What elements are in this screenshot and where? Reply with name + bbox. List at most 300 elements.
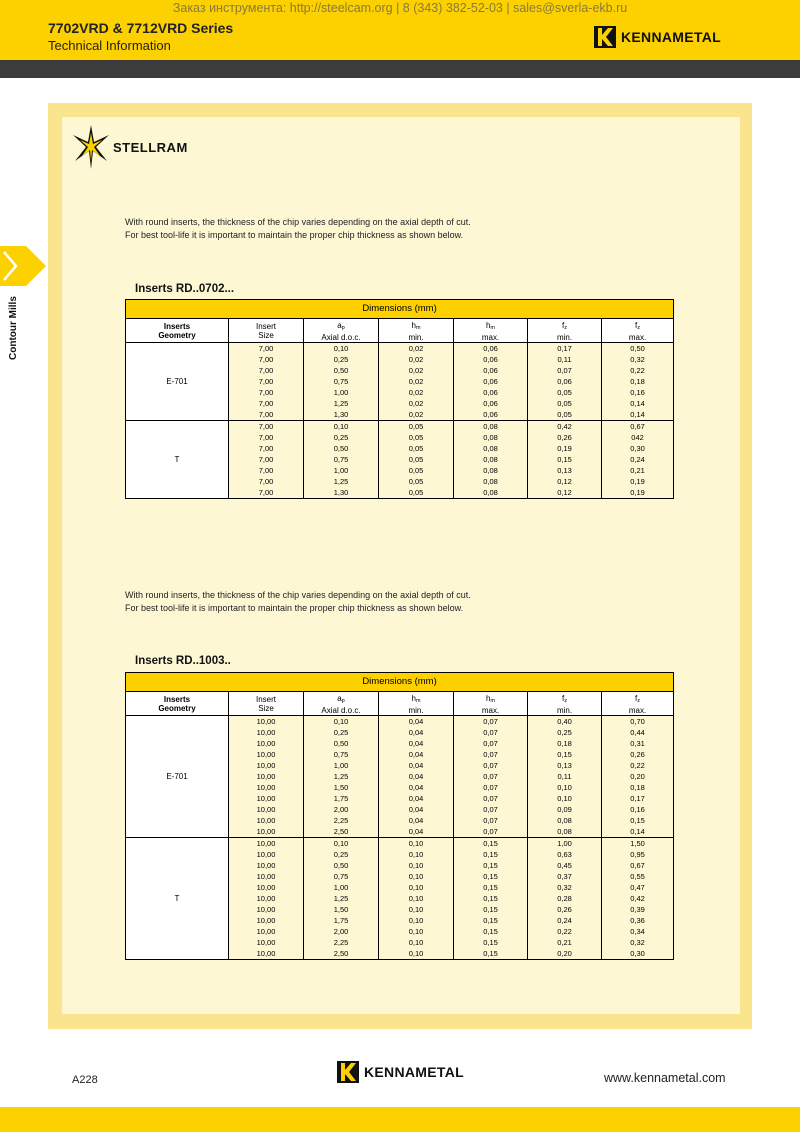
col-hm-min (379, 692, 454, 716)
header-text: p (341, 324, 345, 331)
table-cell: 0,02 (379, 354, 454, 365)
table-cell: 0,50 (602, 343, 674, 355)
header-text: m (415, 324, 421, 331)
table-cell: 0,10 (379, 849, 454, 860)
table-cell: 0,04 (379, 826, 454, 838)
table-cell: 0,31 (602, 738, 674, 749)
table-cell: 0,05 (379, 487, 454, 499)
insert-table-rd1003 (125, 672, 674, 960)
table-cell: 0,10 (379, 871, 454, 882)
header-text: Inserts (163, 322, 191, 331)
table-cell: 10,00 (229, 826, 304, 838)
header-line (528, 694, 601, 706)
header-text: z (637, 324, 641, 331)
table-cell: 0,08 (454, 465, 528, 476)
table-cell: 7,00 (229, 443, 304, 454)
table-cell: 0,17 (602, 793, 674, 804)
table-cell: 0,22 (602, 365, 674, 376)
table-cell: 0,10 (379, 915, 454, 926)
table-cell: 1,50 (304, 782, 379, 793)
header-line (528, 321, 601, 333)
table-cell: 1,00 (304, 760, 379, 771)
header-line (304, 321, 378, 333)
table-cell: 0,15 (454, 882, 528, 893)
col-geometry (126, 319, 229, 343)
table-cell: 10,00 (229, 882, 304, 893)
table-cell: 0,15 (454, 871, 528, 882)
table-cell: 1,25 (304, 893, 379, 904)
header-line (126, 695, 228, 704)
stellram-wordmark: STELLRAM (113, 139, 188, 155)
table-cell: 0,24 (528, 915, 602, 926)
table-cell: 1,25 (304, 398, 379, 409)
header-text: z (564, 697, 568, 704)
page-number: A228 (72, 1074, 98, 1086)
table-cell: 0,25 (304, 727, 379, 738)
table-cell: 0,04 (379, 738, 454, 749)
table-cell: 0,22 (602, 760, 674, 771)
table-cell: 10,00 (229, 782, 304, 793)
table-cell: 042 (602, 432, 674, 443)
table-cell: 1,25 (304, 771, 379, 782)
insert-table-rd0702 (125, 299, 674, 499)
col-hm-min (379, 319, 454, 343)
table-cell: 7,00 (229, 432, 304, 443)
table-cell: 0,16 (602, 387, 674, 398)
stellram-logo (73, 125, 188, 169)
col-insert-size (229, 319, 304, 343)
table-cell: 0,02 (379, 398, 454, 409)
table-cell: 0,40 (528, 716, 602, 728)
table-cell: 2,50 (304, 826, 379, 838)
table-cell: 10,00 (229, 860, 304, 871)
table-cell: 0,08 (454, 476, 528, 487)
table-cell: 10,00 (229, 738, 304, 749)
table-cell: 7,00 (229, 398, 304, 409)
geometry-cell: E-701 (126, 343, 229, 421)
table-cell: 0,08 (454, 443, 528, 454)
table-cell: 2,00 (304, 804, 379, 815)
table-cell: 0,04 (379, 793, 454, 804)
table-cell: 0,67 (602, 421, 674, 433)
table-cell: 0,10 (379, 926, 454, 937)
table-cell: 0,07 (454, 738, 528, 749)
table-cell: 0,15 (454, 915, 528, 926)
side-section-label: Contour Mills (8, 296, 19, 360)
website-link[interactable]: www.kennametal.com (604, 1071, 726, 1085)
table-cell: 1,50 (304, 904, 379, 915)
table-cell: 0,25 (304, 354, 379, 365)
table-cell: 2,25 (304, 937, 379, 948)
table-cell: 7,00 (229, 354, 304, 365)
table-cell: 10,00 (229, 727, 304, 738)
table-cell: 10,00 (229, 771, 304, 782)
table-cell: 7,00 (229, 365, 304, 376)
header-line (454, 321, 527, 333)
header-text: Axial d.o.c. (321, 705, 361, 715)
description-line: For best tool-life it is important to maintain the proper chip thickness as shown below. (125, 603, 464, 613)
col-fz-min (528, 319, 602, 343)
table-cell: 7,00 (229, 454, 304, 465)
header-text: Insert (255, 322, 276, 331)
header-line (379, 321, 453, 333)
table-cell: 7,00 (229, 487, 304, 499)
table-cell: 0,32 (602, 354, 674, 365)
table-cell: 0,32 (528, 882, 602, 893)
table-cell: 1,25 (304, 476, 379, 487)
table-cell: 0,05 (528, 398, 602, 409)
table-cell: 10,00 (229, 926, 304, 937)
table-cell: 0,15 (454, 860, 528, 871)
table-cell: 0,21 (528, 937, 602, 948)
series-title: 7702VRD & 7712VRD Series (48, 20, 234, 36)
table-cell: 0,11 (528, 354, 602, 365)
kennametal-wordmark: KENNAMETAL (621, 29, 721, 45)
table-cell: 0,47 (602, 882, 674, 893)
description-line: For best tool-life it is important to maintain the proper chip thickness as shown below. (125, 230, 464, 240)
table-cell: 0,12 (528, 487, 602, 499)
header-text: max. (481, 332, 500, 342)
table-cell: 0,42 (528, 421, 602, 433)
header-text: f (561, 693, 565, 703)
table-cell: 10,00 (229, 716, 304, 728)
table-cell: 0,20 (528, 948, 602, 960)
table-cell: 10,00 (229, 804, 304, 815)
table-cell: 0,63 (528, 849, 602, 860)
table-cell: 0,06 (454, 354, 528, 365)
table-cell: 0,37 (528, 871, 602, 882)
table-cell: 0,30 (602, 948, 674, 960)
table-cell: 0,42 (602, 893, 674, 904)
table-cell: 2,50 (304, 948, 379, 960)
header-text: m (490, 324, 496, 331)
table-cell: 0,28 (528, 893, 602, 904)
table-cell: 1,00 (304, 387, 379, 398)
table-cell: 0,50 (304, 443, 379, 454)
table-cell: 0,04 (379, 815, 454, 826)
table-cell: 0,10 (379, 838, 454, 850)
table-cell: 0,07 (454, 727, 528, 738)
header-line (229, 322, 303, 331)
table-cell: 10,00 (229, 904, 304, 915)
table-cell: 0,05 (528, 409, 602, 421)
description-line: With round inserts, the thickness of the chip varies depending on the axial depth of cut. (125, 217, 471, 227)
table-cell: 0,15 (454, 904, 528, 915)
table-cell: 0,10 (304, 421, 379, 433)
header-line (454, 694, 527, 706)
dimensions-header-row (126, 300, 674, 319)
col-insert-size (229, 692, 304, 716)
kennametal-logo-header (593, 22, 721, 52)
table-row (126, 838, 674, 850)
table-cell: 1,00 (528, 838, 602, 850)
header-text: Geometry (158, 331, 196, 340)
dimensions-header-row (126, 673, 674, 692)
table-cell: 0,15 (454, 926, 528, 937)
table-cell: 2,25 (304, 815, 379, 826)
header-text: h (411, 693, 416, 703)
table-cell: 0,06 (454, 387, 528, 398)
table-cell: 0,67 (602, 860, 674, 871)
table-cell: 10,00 (229, 838, 304, 850)
table-cell: 0,14 (602, 826, 674, 838)
table-cell: 0,50 (304, 860, 379, 871)
section-1-title: Inserts RD..0702... (135, 283, 235, 295)
table-cell: 0,05 (379, 421, 454, 433)
section-2-title: Inserts RD..1003.. (135, 655, 231, 667)
table-cell: 0,02 (379, 387, 454, 398)
section-2-description (125, 589, 471, 615)
table-cell: 0,15 (454, 849, 528, 860)
table-cell: 2,00 (304, 926, 379, 937)
header-text: m (415, 697, 421, 704)
col-hm-max (454, 692, 528, 716)
table-cell: 0,17 (528, 343, 602, 355)
table-cell: 0,04 (379, 727, 454, 738)
table-cell: 0,26 (602, 749, 674, 760)
table-cell: 0,07 (454, 782, 528, 793)
header-text: h (485, 693, 491, 703)
table-cell: 0,02 (379, 365, 454, 376)
table-cell: 0,18 (602, 782, 674, 793)
header-text: z (637, 697, 641, 704)
table-cell: 0,55 (602, 871, 674, 882)
table-cell: 1,75 (304, 915, 379, 926)
header-text: max. (481, 705, 500, 715)
table-cell: 0,08 (454, 421, 528, 433)
header-line (229, 695, 303, 704)
dimensions-header: Dimensions (mm) (126, 300, 674, 319)
table-cell: 0,07 (454, 771, 528, 782)
table-cell: 0,15 (454, 937, 528, 948)
table-cell: 0,05 (379, 432, 454, 443)
table-cell: 1,30 (304, 409, 379, 421)
table-cell: 0,10 (379, 860, 454, 871)
table-cell: 7,00 (229, 343, 304, 355)
table-cell: 10,00 (229, 937, 304, 948)
table-cell: 10,00 (229, 849, 304, 860)
table-cell: 0,07 (454, 760, 528, 771)
table-cell: 0,19 (602, 476, 674, 487)
geometry-cell: E-701 (126, 716, 229, 838)
table-cell: 0,02 (379, 376, 454, 387)
table-cell: 7,00 (229, 409, 304, 421)
description-line: With round inserts, the thickness of the chip varies depending on the axial depth of cut. (125, 590, 471, 600)
header-text: min. (408, 332, 424, 342)
table-cell: 0,30 (602, 443, 674, 454)
table-cell: 0,07 (528, 365, 602, 376)
table-cell: 0,05 (379, 454, 454, 465)
table-cell: 0,07 (454, 804, 528, 815)
table-cell: 1,00 (304, 465, 379, 476)
header-text: a (337, 320, 342, 330)
side-tab-arrow-icon (0, 246, 46, 286)
header-text: Axial d.o.c. (321, 332, 361, 342)
table-cell: 0,21 (602, 465, 674, 476)
column-header-row (126, 319, 674, 343)
table-cell: 10,00 (229, 749, 304, 760)
table-cell: 0,13 (528, 760, 602, 771)
header-dark-stripe (0, 60, 800, 78)
col-ap (304, 319, 379, 343)
table-cell: 7,00 (229, 387, 304, 398)
table-cell: 10,00 (229, 760, 304, 771)
table-row (126, 716, 674, 728)
header-text: Geometry (158, 704, 196, 713)
table-cell: 0,25 (528, 727, 602, 738)
header-line (602, 321, 673, 333)
table-cell: 0,50 (304, 738, 379, 749)
table-cell: 7,00 (229, 476, 304, 487)
header-text: f (635, 320, 638, 330)
header-line (379, 694, 453, 706)
table-cell: 0,04 (379, 760, 454, 771)
table-cell: 0,02 (379, 343, 454, 355)
geometry-cell: T (126, 421, 229, 499)
table-cell: 10,00 (229, 893, 304, 904)
order-note[interactable]: Заказ инструмента: http://steelcam.org | 8 (343) 382-52-03 | sales@sverla-ekb.ru (172, 1, 628, 15)
table-cell: 10,00 (229, 793, 304, 804)
table-cell: 0,10 (304, 838, 379, 850)
dimensions-header: Dimensions (mm) (126, 673, 674, 692)
table-cell: 0,06 (454, 398, 528, 409)
table-cell: 0,15 (454, 948, 528, 960)
col-fz-max (602, 692, 674, 716)
table-cell: 0,10 (304, 716, 379, 728)
kennametal-wordmark: KENNAMETAL (364, 1064, 464, 1080)
table-cell: 0,19 (602, 487, 674, 499)
table-cell: 10,00 (229, 948, 304, 960)
header-text: max. (628, 332, 647, 342)
header-text: h (411, 320, 416, 330)
table-cell: 0,14 (602, 398, 674, 409)
table-cell: 0,25 (304, 432, 379, 443)
table-cell: 0,70 (602, 716, 674, 728)
table-cell: 7,00 (229, 465, 304, 476)
table-cell: 0,16 (602, 804, 674, 815)
table-cell: 0,07 (454, 716, 528, 728)
header-text: f (561, 320, 565, 330)
table-cell: 0,34 (602, 926, 674, 937)
header-text: min. (408, 705, 424, 715)
header-text: min. (556, 705, 573, 715)
table-cell: 1,30 (304, 487, 379, 499)
table-cell: 0,50 (304, 365, 379, 376)
table-cell: 0,15 (528, 749, 602, 760)
col-fz-min (528, 692, 602, 716)
section-subtitle: Technical Information (48, 38, 171, 53)
stellram-star-icon (73, 125, 109, 169)
table-cell: 0,26 (528, 432, 602, 443)
table-cell: 0,04 (379, 804, 454, 815)
kennametal-k-icon (336, 1060, 360, 1084)
header-text: max. (628, 705, 647, 715)
table-cell: 0,06 (454, 376, 528, 387)
table-cell: 0,08 (454, 487, 528, 499)
table-cell: 0,44 (602, 727, 674, 738)
table-cell: 0,18 (602, 376, 674, 387)
col-fz-max (602, 319, 674, 343)
table-cell: 0,12 (528, 476, 602, 487)
table-cell: 1,50 (602, 838, 674, 850)
geometry-cell: T (126, 838, 229, 960)
table-cell: 0,15 (602, 815, 674, 826)
table-cell: 0,04 (379, 782, 454, 793)
table-cell: 0,07 (454, 815, 528, 826)
table-cell: 0,06 (528, 376, 602, 387)
table-cell: 0,75 (304, 871, 379, 882)
table-cell: 0,39 (602, 904, 674, 915)
table-cell: 0,04 (379, 771, 454, 782)
header-text: z (564, 324, 568, 331)
table-cell: 0,14 (602, 409, 674, 421)
table-cell: 0,24 (602, 454, 674, 465)
table-cell: 0,05 (379, 443, 454, 454)
table-cell: 0,07 (454, 793, 528, 804)
header-line (304, 694, 378, 706)
table-cell: 0,95 (602, 849, 674, 860)
table-cell: 0,10 (379, 882, 454, 893)
table-cell: 0,10 (528, 793, 602, 804)
table-cell: 0,04 (379, 716, 454, 728)
col-geometry (126, 692, 229, 716)
table-cell: 0,36 (602, 915, 674, 926)
table-cell: 0,04 (379, 749, 454, 760)
table-cell: 1,00 (304, 882, 379, 893)
table-cell: 0,18 (528, 738, 602, 749)
table-cell: 0,09 (528, 804, 602, 815)
table-cell: 0,15 (454, 838, 528, 850)
header-text: Inserts (163, 695, 191, 704)
table-cell: 0,19 (528, 443, 602, 454)
table-cell: 0,10 (379, 948, 454, 960)
header-text: m (490, 697, 496, 704)
table-cell: 0,10 (379, 904, 454, 915)
header-text: f (635, 693, 638, 703)
section-1-description (125, 216, 471, 242)
table-cell: 0,08 (528, 815, 602, 826)
table-cell: 0,32 (602, 937, 674, 948)
table-cell: 0,10 (379, 937, 454, 948)
table-cell: 0,22 (528, 926, 602, 937)
table-cell: 0,75 (304, 749, 379, 760)
header-text: a (337, 693, 342, 703)
table-row (126, 343, 674, 355)
column-header-row (126, 692, 674, 716)
table-cell: 0,08 (454, 432, 528, 443)
table-row (126, 421, 674, 433)
header-text: p (341, 697, 345, 704)
table-cell: 7,00 (229, 421, 304, 433)
header-text: min. (556, 332, 573, 342)
table-cell: 0,05 (528, 387, 602, 398)
header-text: Size (258, 331, 274, 340)
table-cell: 0,08 (528, 826, 602, 838)
table-cell: 0,25 (304, 849, 379, 860)
header-text: Insert (255, 695, 276, 704)
table-cell: 0,06 (454, 365, 528, 376)
table-cell: 0,10 (304, 343, 379, 355)
table-cell: 0,15 (454, 893, 528, 904)
table-cell: 0,05 (379, 476, 454, 487)
header-text: h (485, 320, 491, 330)
table-cell: 0,13 (528, 465, 602, 476)
table-cell: 0,75 (304, 454, 379, 465)
table-cell: 0,07 (454, 749, 528, 760)
footer-band (0, 1107, 800, 1132)
table-cell: 0,05 (379, 465, 454, 476)
col-hm-max (454, 319, 528, 343)
